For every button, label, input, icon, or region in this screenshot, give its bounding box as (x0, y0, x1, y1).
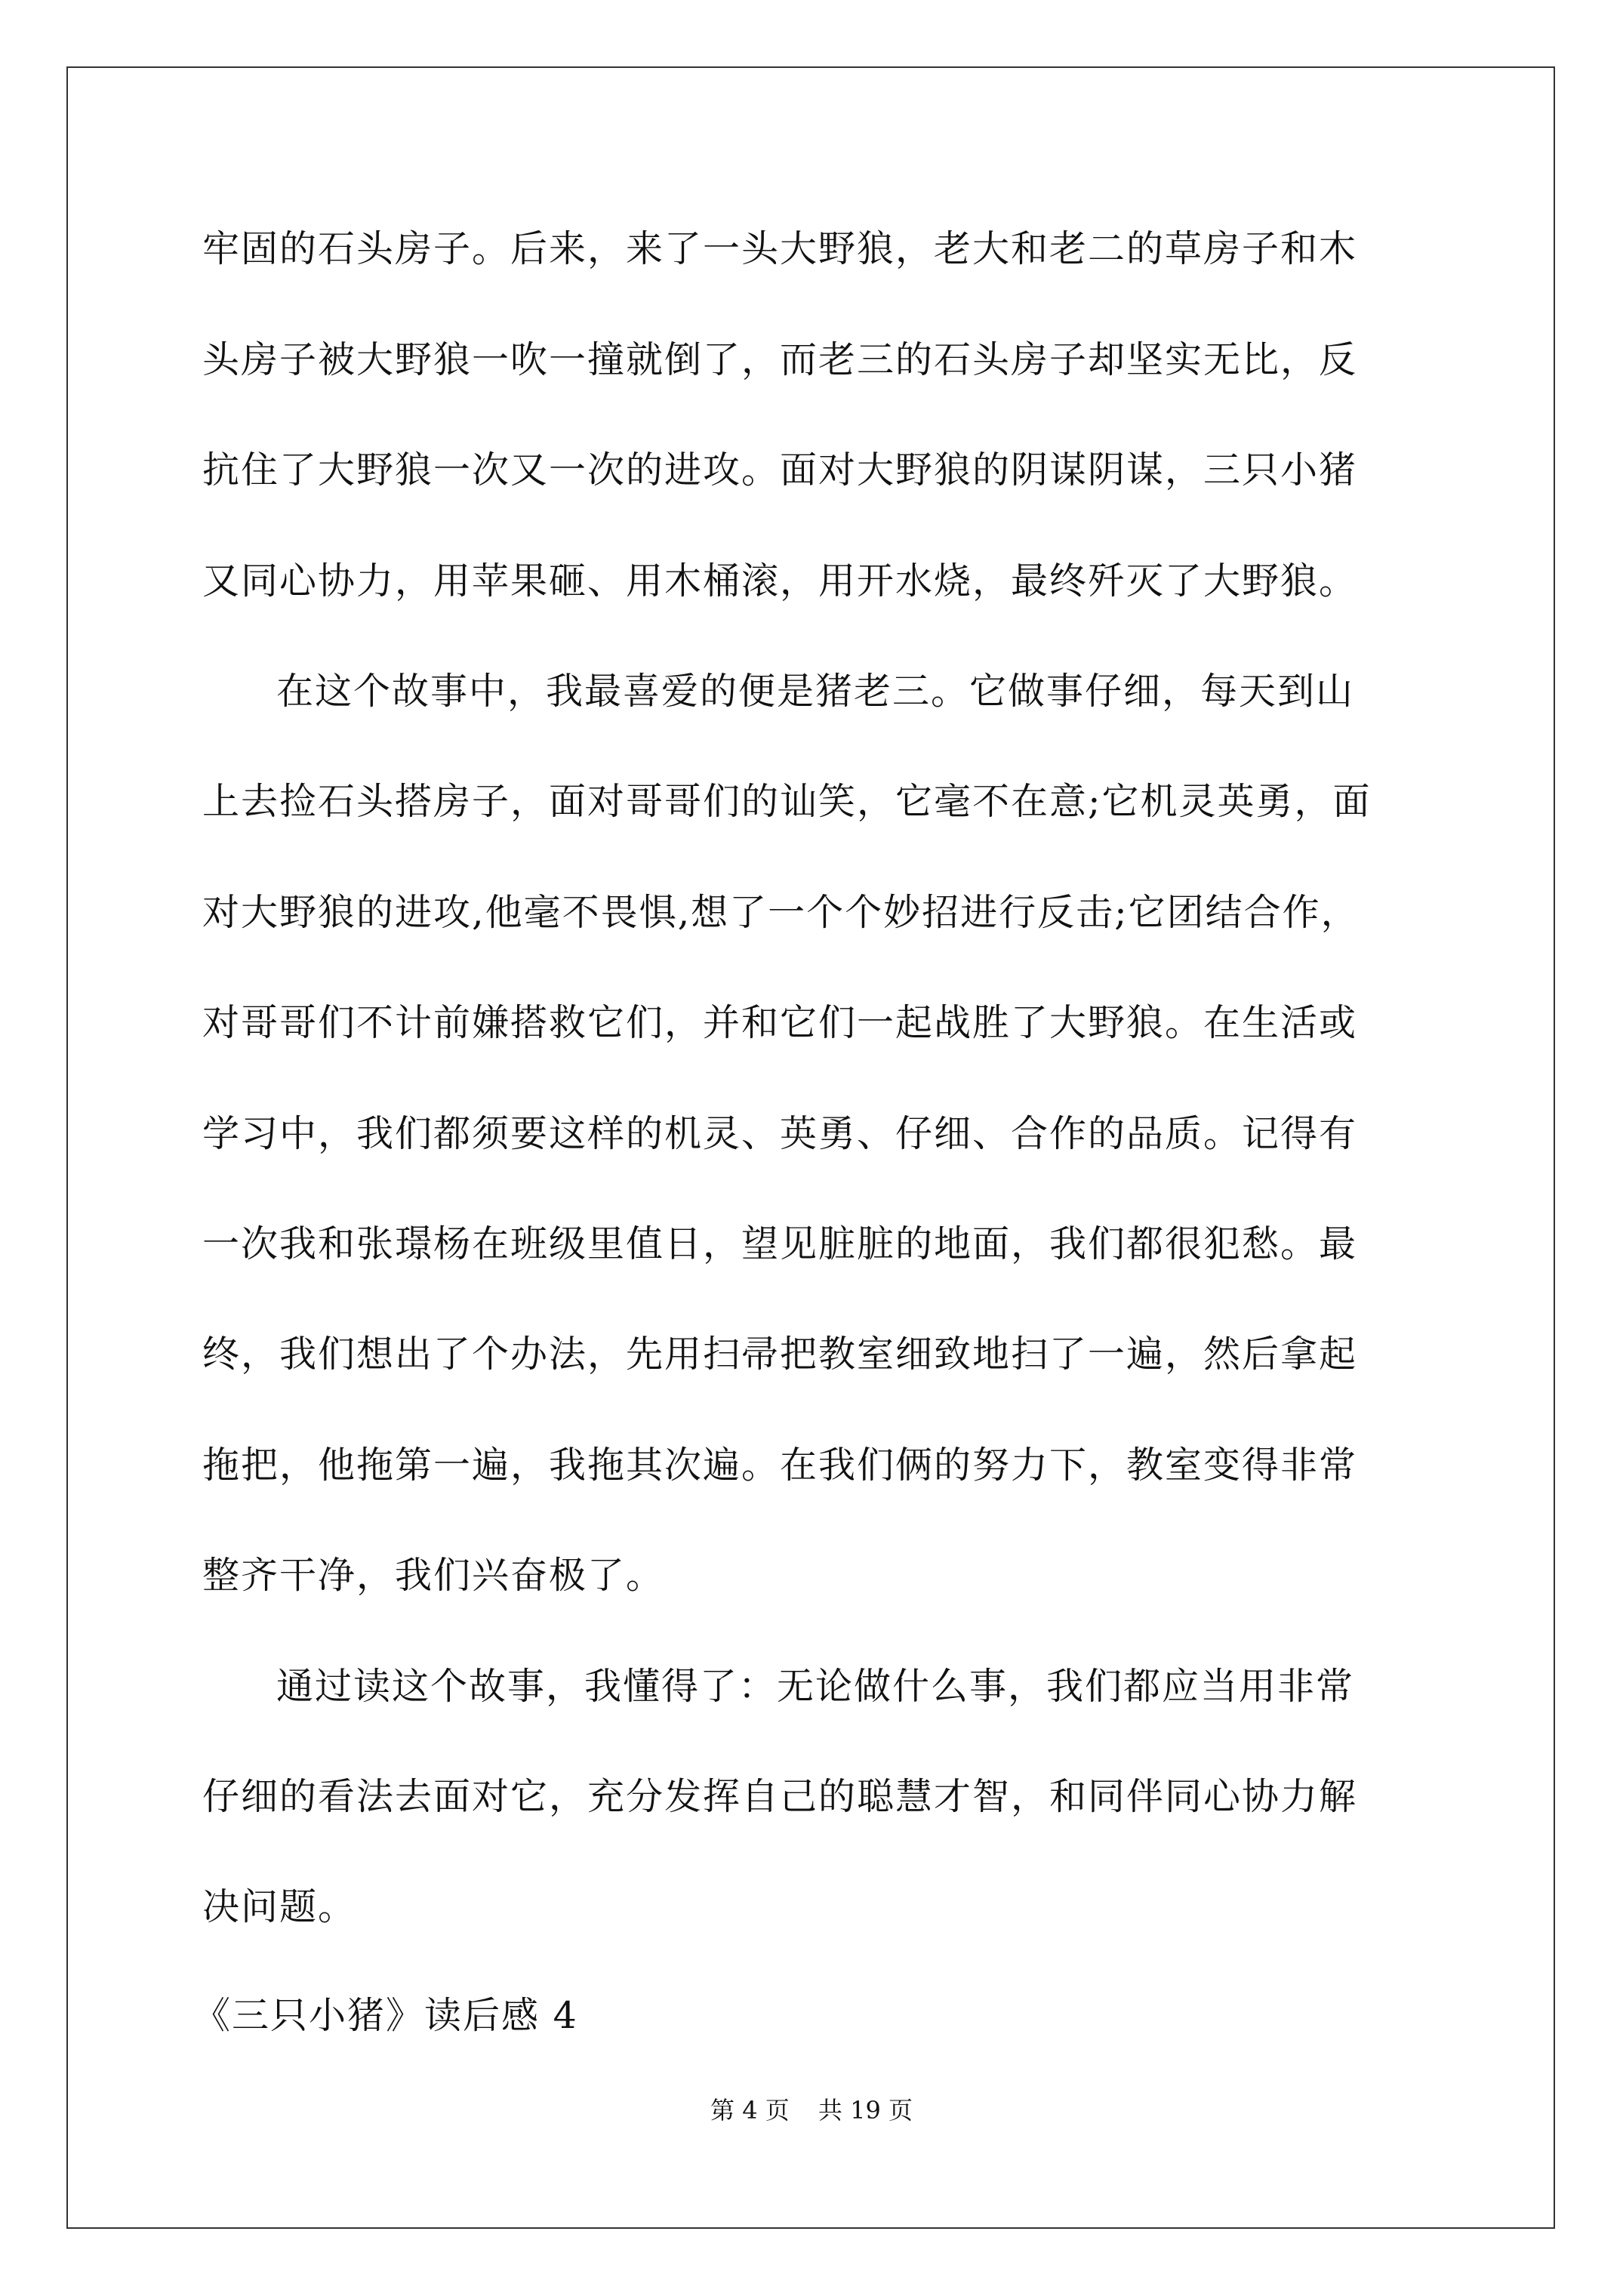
page-number-current: 第 4 页 (710, 2096, 790, 2125)
paragraph-2-line-7: 终，我们想出了个办法，先用扫帚把教室细致地扫了一遍，然后拿起 (202, 1333, 1358, 1376)
paragraph-3-line-2: 仔细的看法去面对它，充分发挥自己的聪慧才智，和同伴同心协力解 (202, 1775, 1358, 1818)
paragraph-1-line-2: 头房子被大野狼一吹一撞就倒了，而老三的石头房子却坚实无比，反 (202, 338, 1358, 381)
paragraph-2-line-3: 对大野狼的进攻,他毫不畏惧,想了一个个妙招进行反击;它团结合作， (202, 891, 1360, 934)
paragraph-2-line-8: 拖把，他拖第一遍，我拖其次遍。在我们俩的努力下，教室变得非常 (202, 1444, 1358, 1487)
paragraph-1-line-4: 又同心协力，用苹果砸、用木桶滚，用开水烧，最终歼灭了大野狼。 (202, 559, 1358, 603)
page-footer (0, 2095, 1623, 2125)
paragraph-1-line-1: 牢固的石头房子。后来，来了一头大野狼，老大和老二的草房子和木 (202, 227, 1358, 270)
page-number-total: 共 19 页 (818, 2096, 913, 2125)
paragraph-2-line-2: 上去捡石头搭房子，面对哥哥们的讪笑，它毫不在意;它机灵英勇，面 (202, 780, 1372, 823)
paragraph-2-line-6: 一次我和张璟杨在班级里值日，望见脏脏的地面，我们都很犯愁。最 (202, 1222, 1358, 1265)
paragraph-1-line-3: 抗住了大野狼一次又一次的进攻。面对大野狼的阴谋阴谋，三只小猪 (202, 448, 1358, 492)
paragraph-2-line-4: 对哥哥们不计前嫌搭救它们，并和它们一起战胜了大野狼。在生活或 (202, 1001, 1358, 1044)
paragraph-2-line-5: 学习中，我们都须要这样的机灵、英勇、仔细、合作的品质。记得有 (202, 1112, 1358, 1155)
section-heading: 《三只小猪》读后感 4 (193, 1994, 578, 2037)
paragraph-3-line-1: 通过读这个故事，我懂得了：无论做什么事，我们都应当用非常 (276, 1665, 1355, 1708)
paragraph-2-line-1: 在这个故事中，我最喜爱的便是猪老三。它做事仔细，每天到山 (276, 670, 1355, 713)
paragraph-2-line-9: 整齐干净，我们兴奋极了。 (202, 1554, 665, 1597)
paragraph-3-line-3: 决问题。 (202, 1885, 357, 1928)
